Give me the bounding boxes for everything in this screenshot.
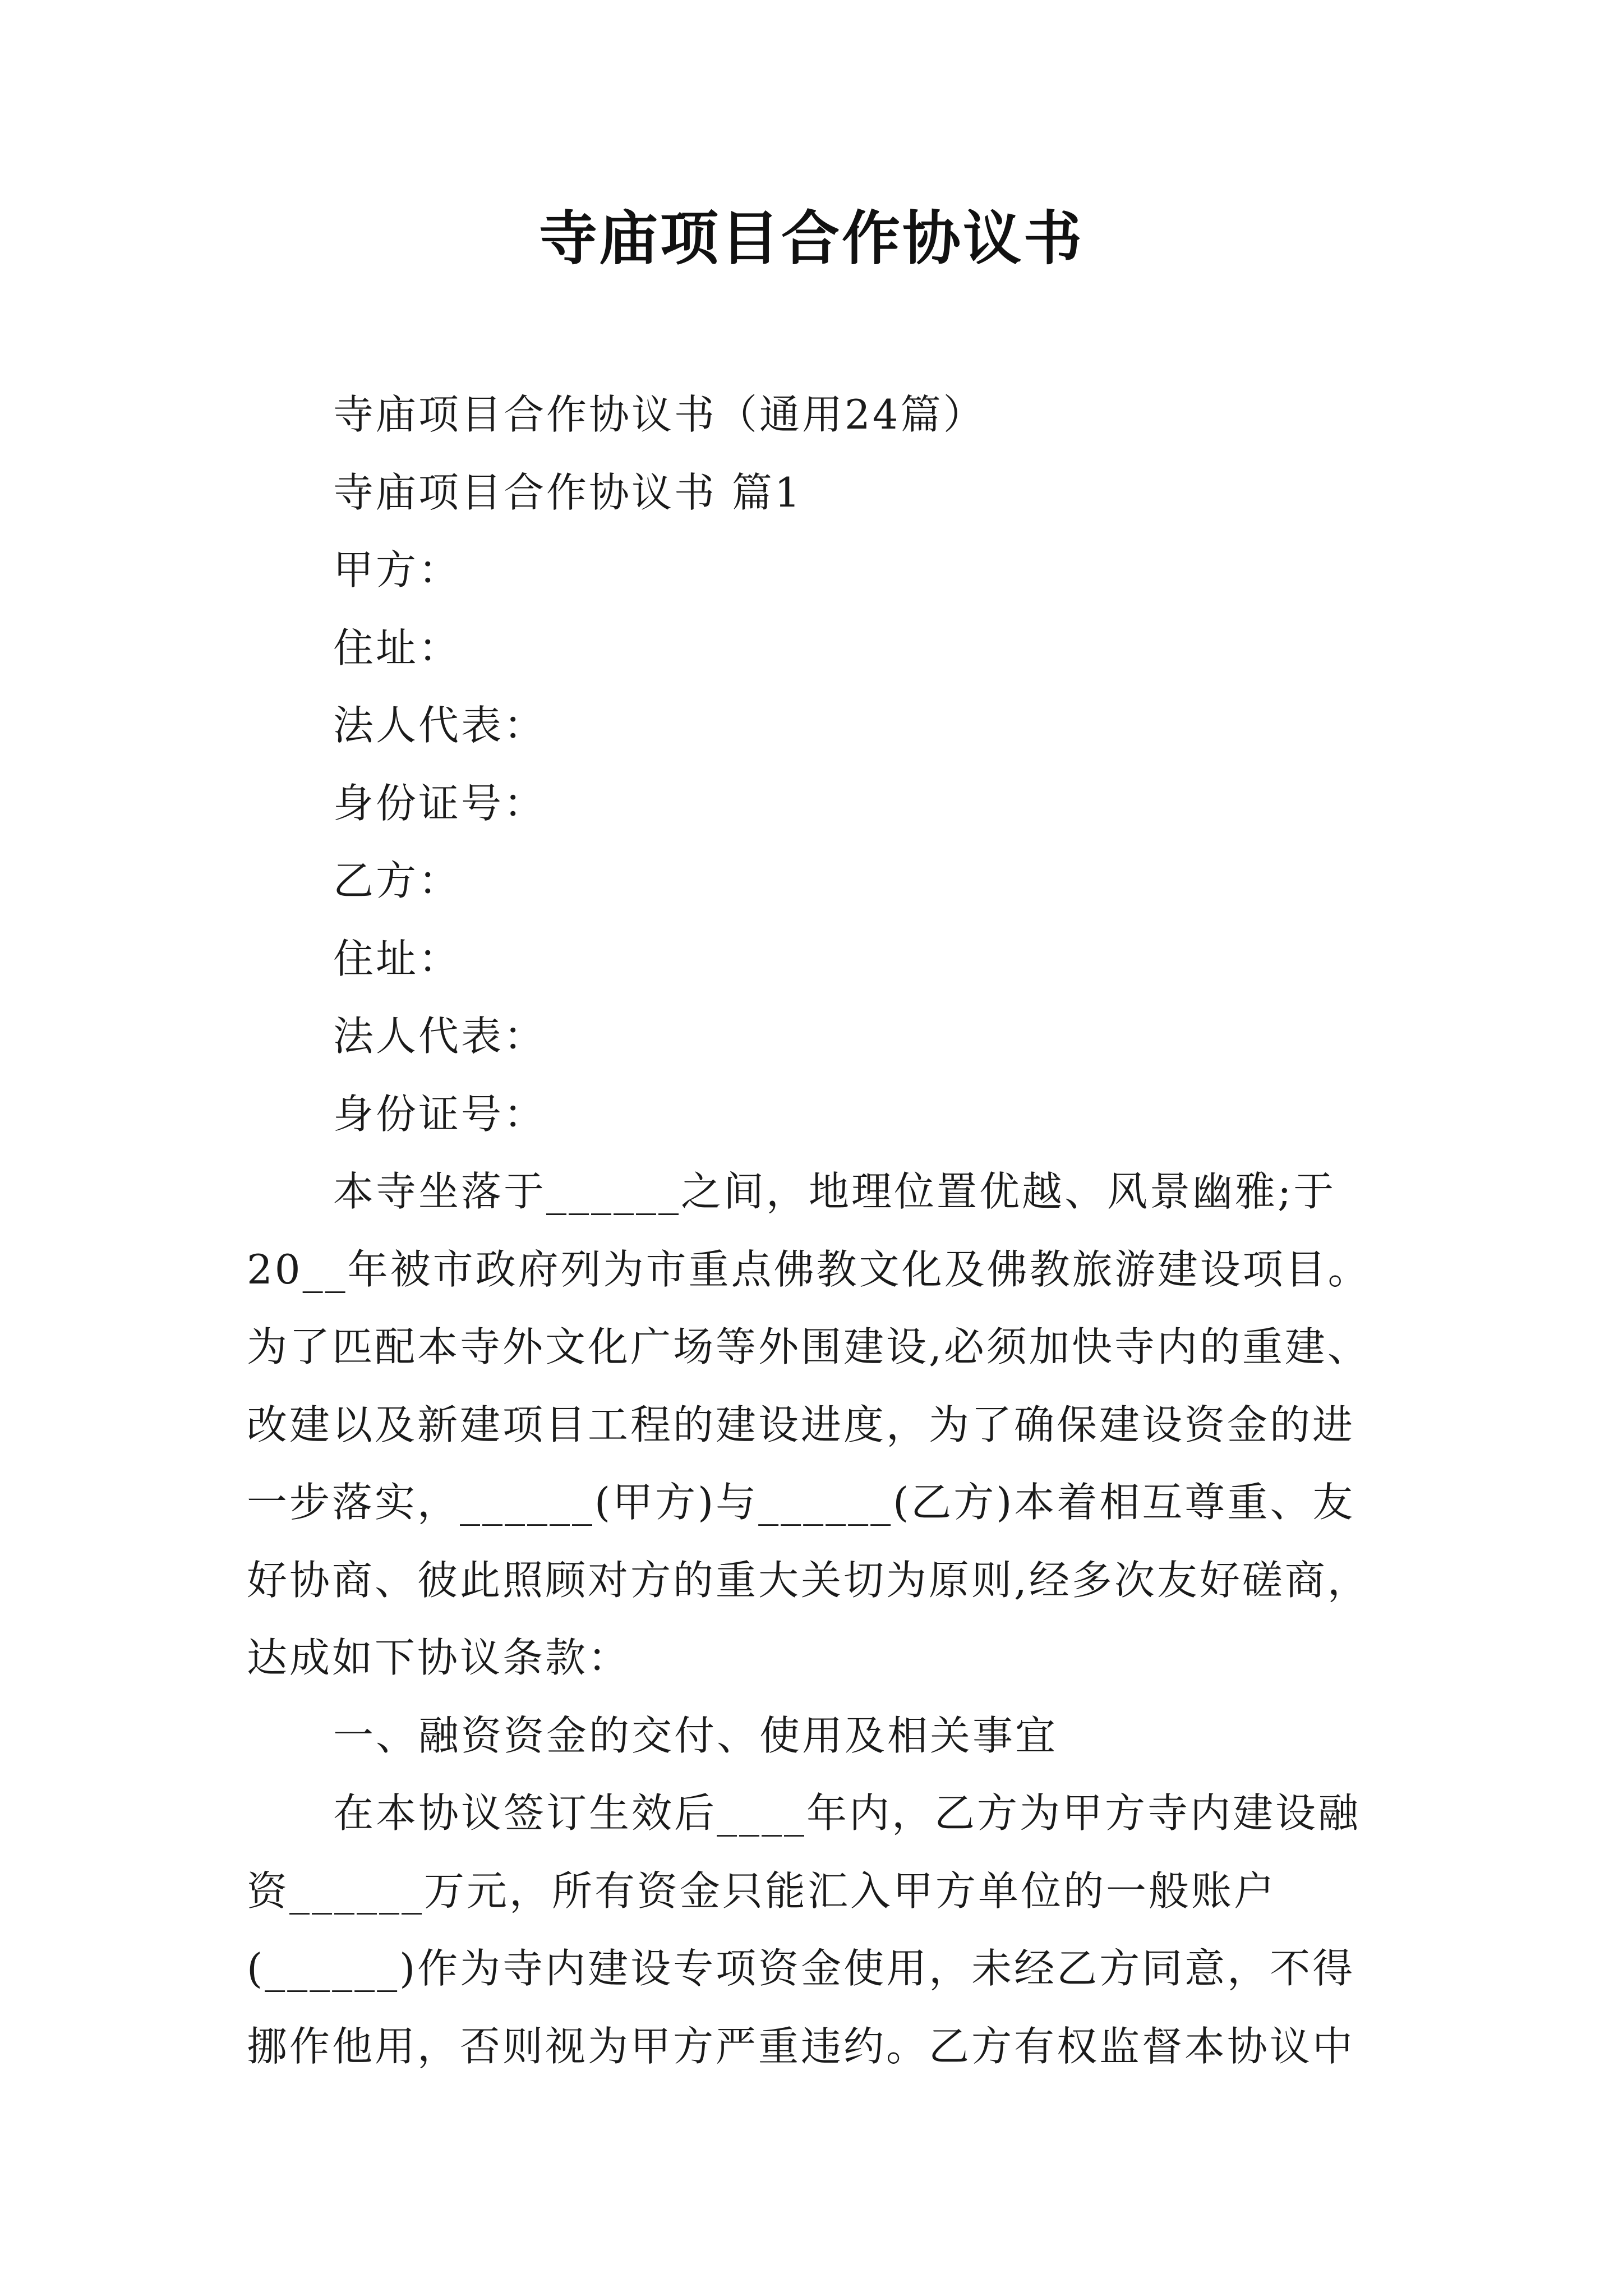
body-text-line: 20__年被市政府列为市重点佛教文化及佛教旅游建设项目。 (247, 1245, 1371, 1293)
party-b-id-label: 身份证号： (333, 1090, 547, 1138)
subtitle-line: 寺庙项目合作协议书（通用24篇） (333, 391, 986, 438)
body-text-line: 改建以及新建项目工程的建设进度，为了确保建设资金的进 (247, 1401, 1355, 1448)
clause-heading: 一、融资资金的交付、使用及相关事宜 (333, 1711, 1058, 1759)
party-b-legal-rep-label: 法人代表： (333, 1013, 547, 1060)
body-text-line: 本寺坐落于______之间，地理位置优越、风景幽雅;于 (333, 1168, 1336, 1215)
body-text-line: 一步落实，______(甲方)与______(乙方)本着相互尊重、友 (247, 1479, 1355, 1526)
body-text-line: (______)作为寺内建设专项资金使用，未经乙方同意，不得 (247, 1945, 1355, 1992)
body-text-line: 资______万元，所有资金只能汇入甲方单位的一般账户 (247, 1867, 1277, 1915)
party-b-label: 乙方： (333, 857, 462, 904)
party-a-legal-rep-label: 法人代表： (333, 702, 547, 749)
body-text-line: 好协商、彼此照顾对方的重大关切为原则,经多次友好磋商， (247, 1556, 1370, 1604)
body-text-line: 达成如下协议条款： (247, 1634, 631, 1681)
body-text-line: 为了匹配本寺外文化广场等外围建设,必须加快寺内的重建、 (247, 1323, 1370, 1370)
party-a-address-label: 住址： (333, 624, 462, 671)
body-text-line: 挪作他用，否则视为甲方严重违约。乙方有权监督本协议中 (247, 2022, 1355, 2070)
party-a-id-label: 身份证号： (333, 779, 547, 827)
document-body (247, 376, 1416, 2085)
body-text-line: 在本协议签订生效后____年内，乙方为甲方寺内建设融 (333, 1789, 1361, 1837)
section-heading: 寺庙项目合作协议书 篇1 (333, 468, 803, 516)
party-a-label: 甲方： (333, 546, 462, 593)
party-b-address-label: 住址： (333, 935, 462, 982)
document-title: 寺庙项目合作协议书 (538, 204, 1084, 273)
